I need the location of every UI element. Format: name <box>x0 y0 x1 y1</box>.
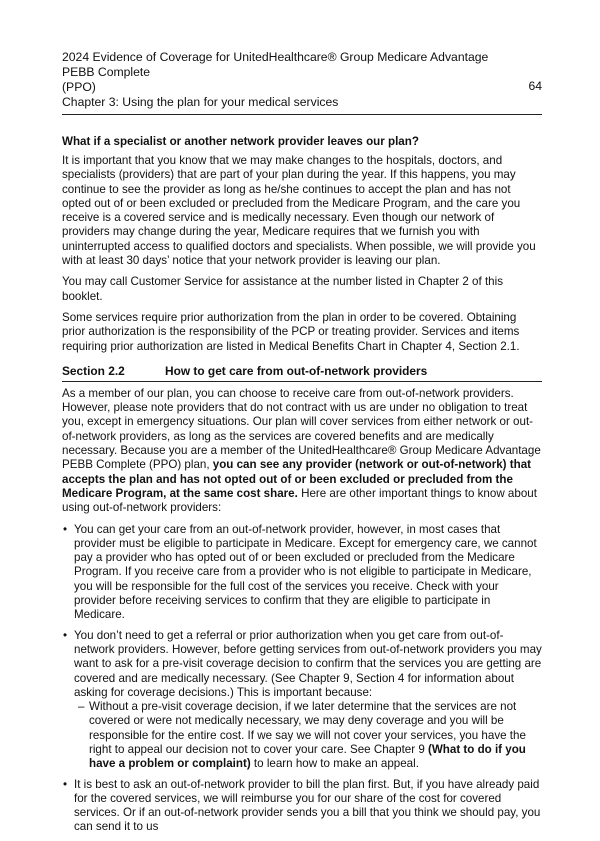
dash-icon: – <box>78 700 85 714</box>
intro-text-b: Here are other important things to know about using out-of-network providers: <box>62 486 537 515</box>
list-item-text: You can get your care from an out-of-network provider, however, in most cases that provider must be eligible to participate in Medicare. Except for emergency care, we cannot pay a provider who has opted out of or been excluded or precluded from the Medicare Program. If you receive care from a provider who is not eligible to participate in Medicare, you will be responsible for the full cost of the services you receive. Check with your provider before receiving services to confirm that they are eligible to participate in Medicare. <box>74 522 537 622</box>
chapter9-reference: (What to do if you have a problem or complaint) <box>89 742 526 771</box>
list-item-text: You don’t need to get a referral or prior authorization when you get care from out-of-network providers. However, before getting services from out-of-network providers you may want to ask for a pre-visit coverage decision to confirm that the services you are getting are covered and are medically necessary. (See Chapter 9, Section 4 for information about asking for coverage decisions.) This is important because: <box>74 628 542 699</box>
list-item <box>62 629 542 772</box>
specialist-paragraph-2: You may call Customer Service for assistance at the number listed in Chapter 2 of this booklet. <box>62 275 503 303</box>
section-number: Section 2.2 <box>62 363 125 378</box>
specialist-paragraph-1: It is important that you know that we may make changes to the hospitals, doctors, and specialists (providers) that are part of your plan during the year. If this happens, you may continue to see the provider as long as he/she continues to accept the plan and has not opted out of or been excluded or precluded from the Medicare Program, and the care you receive is a covered service and is medically necessary. Even though our network of providers may change during the year, Medicare requires that we furnish you with uninterrupted access to qualified doctors and specialists. When possible, we will provide you with at least 30 days’ notice that your network provider is leaving our plan. <box>62 154 536 268</box>
document-title-line1: 2024 Evidence of Coverage for UnitedHealthcare® Group Medicare Advantage PEBB Complete <box>62 50 489 79</box>
list-item <box>62 523 542 623</box>
document-title-line2: (PPO) <box>62 80 96 94</box>
intro-bold-text: you can see any provider (network or out-of-network) that accepts the plan and has not opted out of or been excluded or precluded from the Medicare Program, at the same cost share. <box>62 458 532 500</box>
header-divider <box>62 114 542 115</box>
document-page <box>62 0 542 841</box>
intro-text-a: As a member of our plan, you can choose to receive care from out-of-network providers. However, please note providers that do not contract with us are under no obligation to treat you, except in emergency situations. Our plan will cover services from either network or out-of-network providers, as long as the services are covered benefits and are medically necessary. Because you are a member of the UnitedHealthcare® Group Medicare Advantage PEBB Complete (PPO) plan, <box>62 386 541 472</box>
section-title: How to get care from out-of-network providers <box>165 363 428 378</box>
specialist-heading: What if a specialist or another network provider leaves our plan? <box>62 135 419 148</box>
sub-list-item <box>74 700 542 771</box>
bullet-icon: • <box>63 522 68 536</box>
sub-item-text-a: Without a pre-visit coverage decision, if we later determine that the services are not covered or were not medically necessary, we may deny coverage and you will be responsible for the entire cost. If we say we will not cover your services, you have the right to appeal our decision not to cover your care. See Chapter 9 <box>89 700 526 756</box>
page-number: 64 <box>528 79 542 93</box>
sub-item-text-b: to learn how to make an appeal. <box>250 757 419 771</box>
sub-list <box>74 700 542 771</box>
bullet-icon: • <box>63 777 68 791</box>
bullet-icon: • <box>63 628 68 642</box>
list-item-text: It is best to ask an out-of-network provider to bill the plan first. But, if you have already paid for the covered services, we will reimburse you for our share of the cost for covered services. Or if an out-of-network provider sends you a bill that you think we should pay, you can send it to us <box>74 777 541 834</box>
section-intro <box>62 387 542 516</box>
chapter-title: Chapter 3: Using the plan for your medical services <box>62 95 339 109</box>
specialist-paragraph-3: Some services require prior authorization from the plan in order to be covered. Obtaining prior authorization is the responsibility of the PCP or treating provider. Services and items requiring prior authorization are listed in Medical Benefits Chart in Chapter 4, Section 2.1. <box>62 310 520 353</box>
out-of-network-list <box>62 523 542 835</box>
list-item <box>62 778 542 835</box>
page-header <box>62 0 542 110</box>
section-heading <box>62 364 542 382</box>
